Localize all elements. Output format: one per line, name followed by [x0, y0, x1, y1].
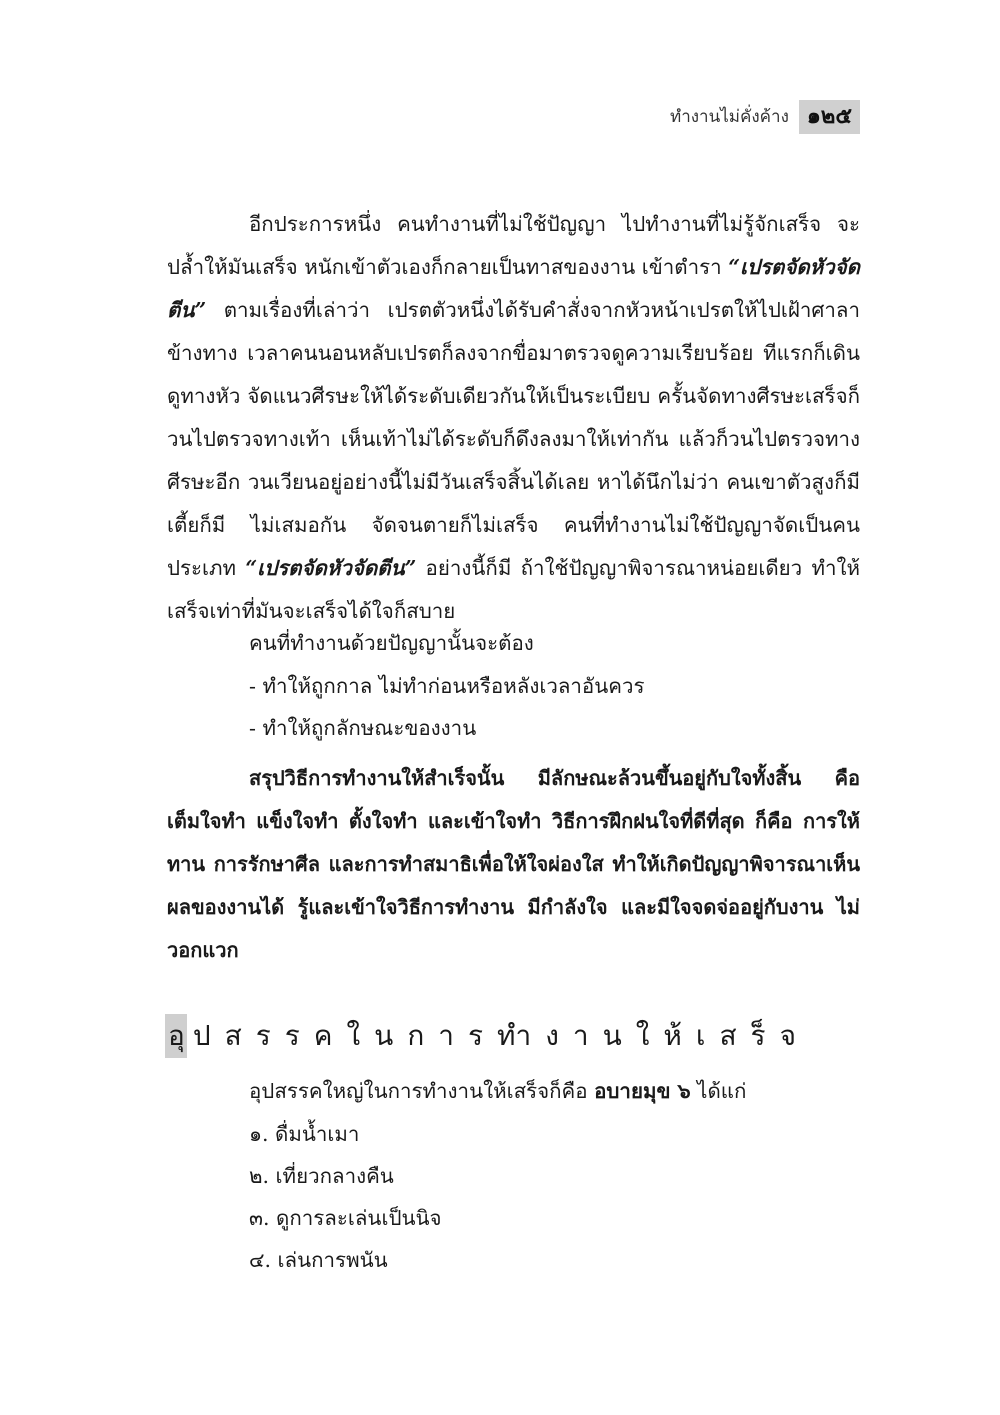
obstacle-intro-end: ได้แก่: [690, 1079, 747, 1103]
obstacle-item: ๓. ดูการละเล่นเป็นนิจ: [249, 1206, 442, 1230]
obstacle-item: ๒. เที่ยวกลางคืน: [249, 1164, 394, 1188]
quote-preta-1: “เปรตจัดหัวจัดตีน”: [167, 255, 860, 322]
heading-text: ปสรรคในการทำงานให้เสร็จ: [192, 1019, 810, 1052]
wise-work-intro: คนที่ทำงานด้วยปัญญานั้นจะต้อง: [249, 631, 534, 655]
obstacle-intro-text: อุปสรรคใหญ่ในการทำงานให้เสร็จก็คือ: [249, 1079, 595, 1103]
heading-highlight-char: อุ: [165, 1014, 187, 1058]
wise-work-item: - ทำให้ถูกกาล ไม่ทำก่อนหรือหลังเวลาอันควร: [249, 674, 645, 698]
running-header: [670, 100, 860, 134]
section-heading: [165, 1014, 810, 1058]
paragraph-1-part-2: ตามเรื่องที่เล่าว่า เปรตตัวหนึ่งได้รับคำสั่งจากหัวหน้าเปรตให้ไปเฝ้าศาลาข้างทาง เวลาคนนอนหลับเปรตก็ลงจากขื่อมาตรวจดูความเรียบร้อย ทีแรกก็เดินดูทางหัว จัดแนวศีรษะให้ได้ระดับเดียวกันให้เป็นระเบียบ ครั้นจัดทางศีรษะเสร็จก็วนไปตรวจทางเท้า เห็นเท้าไม่ได้ระดับก็ดึงลงมาให้เท่ากัน แล้วก็วนไปตรวจทางศีรษะอีก วนเวียนอยู่อย่างนี้ไม่มีวันเสร็จสิ้นได้เลย หาได้นึกไม่ว่า คนเขาตัวสูงก็มี เตี้ยก็มี ไม่เสมอกัน จัดจนตายก็ไม่เสร็จ คนที่ทำงานไม่ใช้ปัญญาจัดเป็นคนประเภท: [167, 298, 860, 580]
paragraph-1-part-3: อย่างนี้ก็มี ถ้าใช้ปัญญาพิจารณาหน่อยเดียว ทำให้เสร็จเท่าที่มันจะเสร็จได้ใจก็สบาย: [167, 556, 860, 623]
running-title: ทำงานไม่คั่งค้าง: [670, 107, 789, 127]
obstacle-item: ๔. เล่นการพนัน: [249, 1248, 388, 1272]
summary-paragraph: สรุปวิธีการทำงานให้สำเร็จนั้น มีลักษณะล้วนขึ้นอยู่กับใจทั้งสิ้น คือเต็มใจทำ แข็งใจทำ ตั้งใจทำ และเข้าใจทำ วิธีการฝึกฝนใจที่ดีที่สุด ก็คือ การให้ทาน การรักษาศีล และการทำสมาธิเพื่อให้ใจผ่องใส ทำให้เกิดปัญญาพิจารณาเห็นผลของงานได้ รู้และเข้าใจวิธีการทำงาน มีกำลังใจ และมีใจจดจ่ออยู่กับงาน ไม่วอกแวก: [167, 766, 860, 962]
wise-work-item: - ทำให้ถูกลักษณะของงาน: [249, 716, 477, 740]
paragraph-1: [167, 203, 860, 633]
paragraph-1-part-1: อีกประการหนึ่ง คนทำงานที่ไม่ใช้ปัญญา ไปทำงานที่ไม่รู้จักเสร็จ จะปล้ำให้มันเสร็จ หนักเข้าตัวเองก็กลายเป็นทาสของงาน เข้าตำรา: [167, 212, 860, 279]
quote-preta-2: “เปรตจัดหัวจัดตีน”: [245, 556, 417, 580]
page-number: ๑๒๕: [799, 100, 860, 134]
obstacle-item: ๑. ดื่มน้ำเมา: [249, 1122, 360, 1146]
obstacle-intro-bold: อบายมุข ๖: [594, 1079, 691, 1103]
obstacle-intro: [249, 1071, 746, 1111]
